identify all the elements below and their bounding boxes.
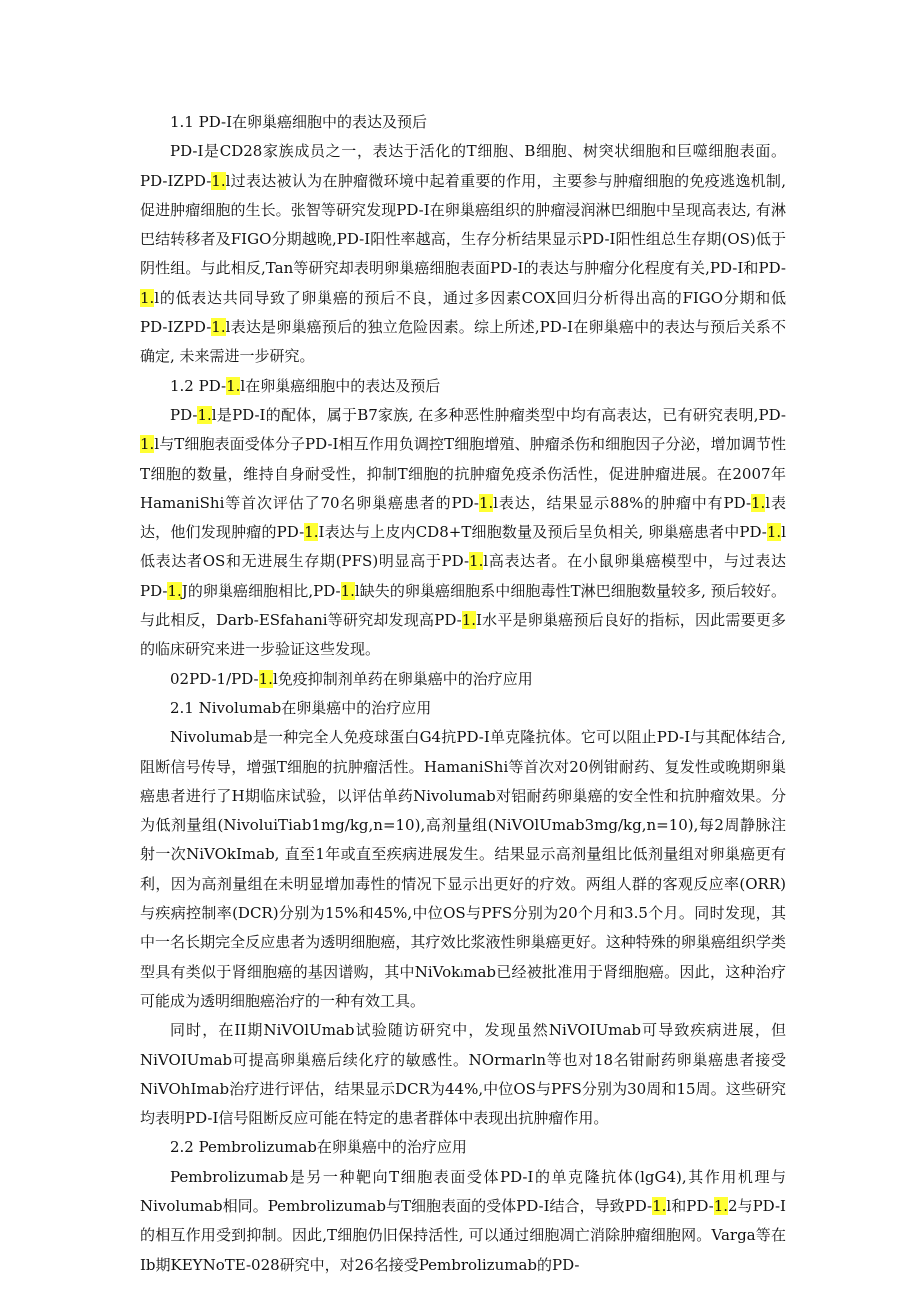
paragraph (140, 1163, 786, 1280)
paragraph (140, 1016, 786, 1133)
section-heading (140, 372, 786, 401)
highlighted-text: 1. (258, 669, 273, 688)
text-run: l表达，结果显示88%的肿瘤中有PD- (493, 493, 752, 512)
highlighted-text: 1. (713, 1196, 729, 1215)
text-run: l高表达者。在小鼠卵巢癌模型中，与过表达PD- (140, 552, 786, 600)
text-run: l低表达者OS和无进展生存期(PFS)明显高于PD- (140, 523, 786, 571)
paragraph (140, 723, 786, 1016)
document-body (140, 108, 786, 1280)
text-run: 2.1 Nivolumab在卵巢癌中的治疗应用 (170, 698, 432, 717)
section-heading (140, 108, 786, 137)
section-heading (140, 665, 786, 694)
highlighted-text: 1. (211, 318, 226, 337)
section-heading (140, 694, 786, 723)
text-run: l免疫抑制剂单药在卵巢癌中的治疗应用 (272, 669, 533, 688)
highlighted-text: 1. (197, 405, 212, 424)
highlighted-text: 1. (652, 1196, 667, 1215)
text-run: l在卵巢癌细胞中的表达及预后 (240, 376, 441, 395)
highlighted-text: 1. (340, 581, 355, 600)
text-run: l是PD-I的配体，属于B7家族, 在多种恶性肿瘤类型中均有高表达，已有研究表明,PD- (211, 405, 786, 424)
paragraph (140, 137, 786, 371)
text-run: J的卵巢癌细胞相比,PD- (181, 581, 341, 600)
text-run: Nivolumab是一种完全人免疫球蛋白G4抗PD-I单克隆抗体。它可以阻止PD-I与其配体结合, 阻断信号传导，增强T细胞的抗肿瘤活性。HamaniShi等首次对20例钳耐药、复发性或晚期卵巢癌患者进行了H期临床试验，以评估单药Nivolumab对铝耐药卵巢癌的安全性和抗肿瘤效果。分为低剂量组(NivoluiTiab1mg∕kg,n=10),高剂量组(NiVOlUmab3mg∕kg,n=10),每2周静脉注射一次NiVOkImab, 直至1年或直至疾病进展发生。结果显示高剂量组比低剂量组对卵巢癌更有利，因为高剂量组在未明显增加毒性的情况下显示出更好的疗效。两组人群的客观反应率(ORR)与疾病控制率(DCR)分别为15%和45%,中位OS与PFS分别为20个月和3.5个月。同时发现，其中一名长期完全反应患者为透明细胞癌，其疗效比浆液性卵巢癌更好。这种特殊的卵巢癌组织学类型具有类似于肾细胞癌的基因谱购，其中NiVokᵢmab已经被批准用于肾细胞癌。因此，这种治疗可能成为透明细胞癌治疗的一种有效工具。 (140, 728, 786, 1010)
text-run: 2.2 Pembrolizumab在卵巢癌中的治疗应用 (170, 1138, 467, 1157)
text-run: l缺失的卵巢癌细胞系中细胞毒性T淋巴细胞数量较多, 预后较好。与此相反，Darb-ESfahani等研究却发现高PD- (140, 581, 786, 630)
highlighted-text: 1. (226, 376, 241, 395)
text-run: Pembrolizumab是另一种靶向T细胞表面受体PD-I的单克隆抗体(lgG4),其作用机理与Nivolumab相同。Pembrolizumab与T细胞表面的受体PD-I结合，导致PD- (140, 1167, 786, 1215)
highlighted-text: 1. (469, 552, 484, 571)
text-run: l过表达被认为在肿瘤微环境中起着重要的作用，主要参与肿瘤细胞的免疫逃逸机制, 促进肿瘤细胞的生长。张智等研究发现PD-I在卵巢癌组织的肿瘤浸润淋巴细胞中呈现高表达, 有淋巴结转移者及FIGO分期越晚,PD-I阳性率越高，生存分析结果显示PD-I阳性组总生存期(OS)低于阴性组。与此相反,Tan等研究却表明卵巢癌细胞表面PD-I的表达与肿瘤分化程度有关,PD-I和PD- (140, 171, 786, 278)
paragraph (140, 401, 786, 665)
text-run: 02PD-1/PD- (170, 669, 259, 688)
text-run: 1.1 PD-I在卵巢癌细胞中的表达及预后 (170, 113, 428, 131)
text-run: l表达，他们发现肿瘤的PD- (140, 493, 786, 542)
highlighted-text: 1. (140, 435, 155, 454)
section-heading (140, 1133, 786, 1162)
text-run: PD-I是CD28家族成员之一，表达于活化的T细胞、B细胞、树突状细胞和巨噬细胞表面。PD-IZPD- (140, 142, 786, 190)
text-run: l的低表达共同导致了卵巢癌的预后不良，通过多因素COX回归分析得出高的FIGO分期和低PD-IZPD- (140, 288, 786, 337)
highlighted-text: 1. (766, 523, 782, 542)
text-run: 1.2 PD- (170, 376, 227, 395)
highlighted-text: 1. (167, 581, 182, 600)
highlighted-text: 1. (751, 493, 766, 512)
text-run: PD- (170, 405, 198, 424)
text-run: 2与PD-I的相互作用受到抑制。因此,T细胞仍旧保持活性, 可以通过细胞凋亡消除肿瘤细胞网。Varga等在Ib期KEYNoTE-028研究中，对26名接受Pembrolizumab的PD- (140, 1196, 786, 1274)
text-run: 同时，在II期NiVOlUmab试验随访研究中，发现虽然NiVOIUmab可导致疾病进展，但NiVOIUmab可提高卵巢癌后续化疗的敏感性。NOrmarln等也对18名钳耐药卵巢癌患者接受NiVOhImab治疗进行评估，结果显示DCR为44%,中位OS与PFS分别为30周和15周。这些研究均表明PD-I信号阻断反应可能在特定的患者群体中表现出抗肿瘤作用。 (140, 1021, 786, 1128)
text-run: I表达与上皮内CD8+T细胞数量及预后呈负相关, 卵巢癌患者中PD- (318, 523, 767, 542)
highlighted-text: 1. (211, 171, 226, 190)
text-run: I水平是卵巢癌预后良好的指标，因此需要更多的临床研究来进一步验证这些发现。 (140, 611, 786, 659)
text-run: l和PD- (666, 1196, 714, 1215)
highlighted-text: 1. (304, 523, 319, 542)
highlighted-text: 1. (461, 611, 477, 630)
highlighted-text: 1. (478, 493, 494, 512)
text-run: l与T细胞表面受体分子PD-I相互作用负调控T细胞增殖、肿瘤杀伤和细胞因子分泌，增加调节性T细胞的数量，维持自身耐受性，抑制T细胞的抗肿瘤免疫杀伤活性，促进肿瘤进展。在2007年HamaniShi等首次评估了70名卵巢癌患者的PD- (140, 435, 786, 512)
text-run: l表达是卵巢癌预后的独立危险因素。综上所述,PD-I在卵巢癌中的表达与预后关系不确定, 未来需进一步研究。 (140, 318, 786, 366)
highlighted-text: 1. (140, 288, 155, 307)
